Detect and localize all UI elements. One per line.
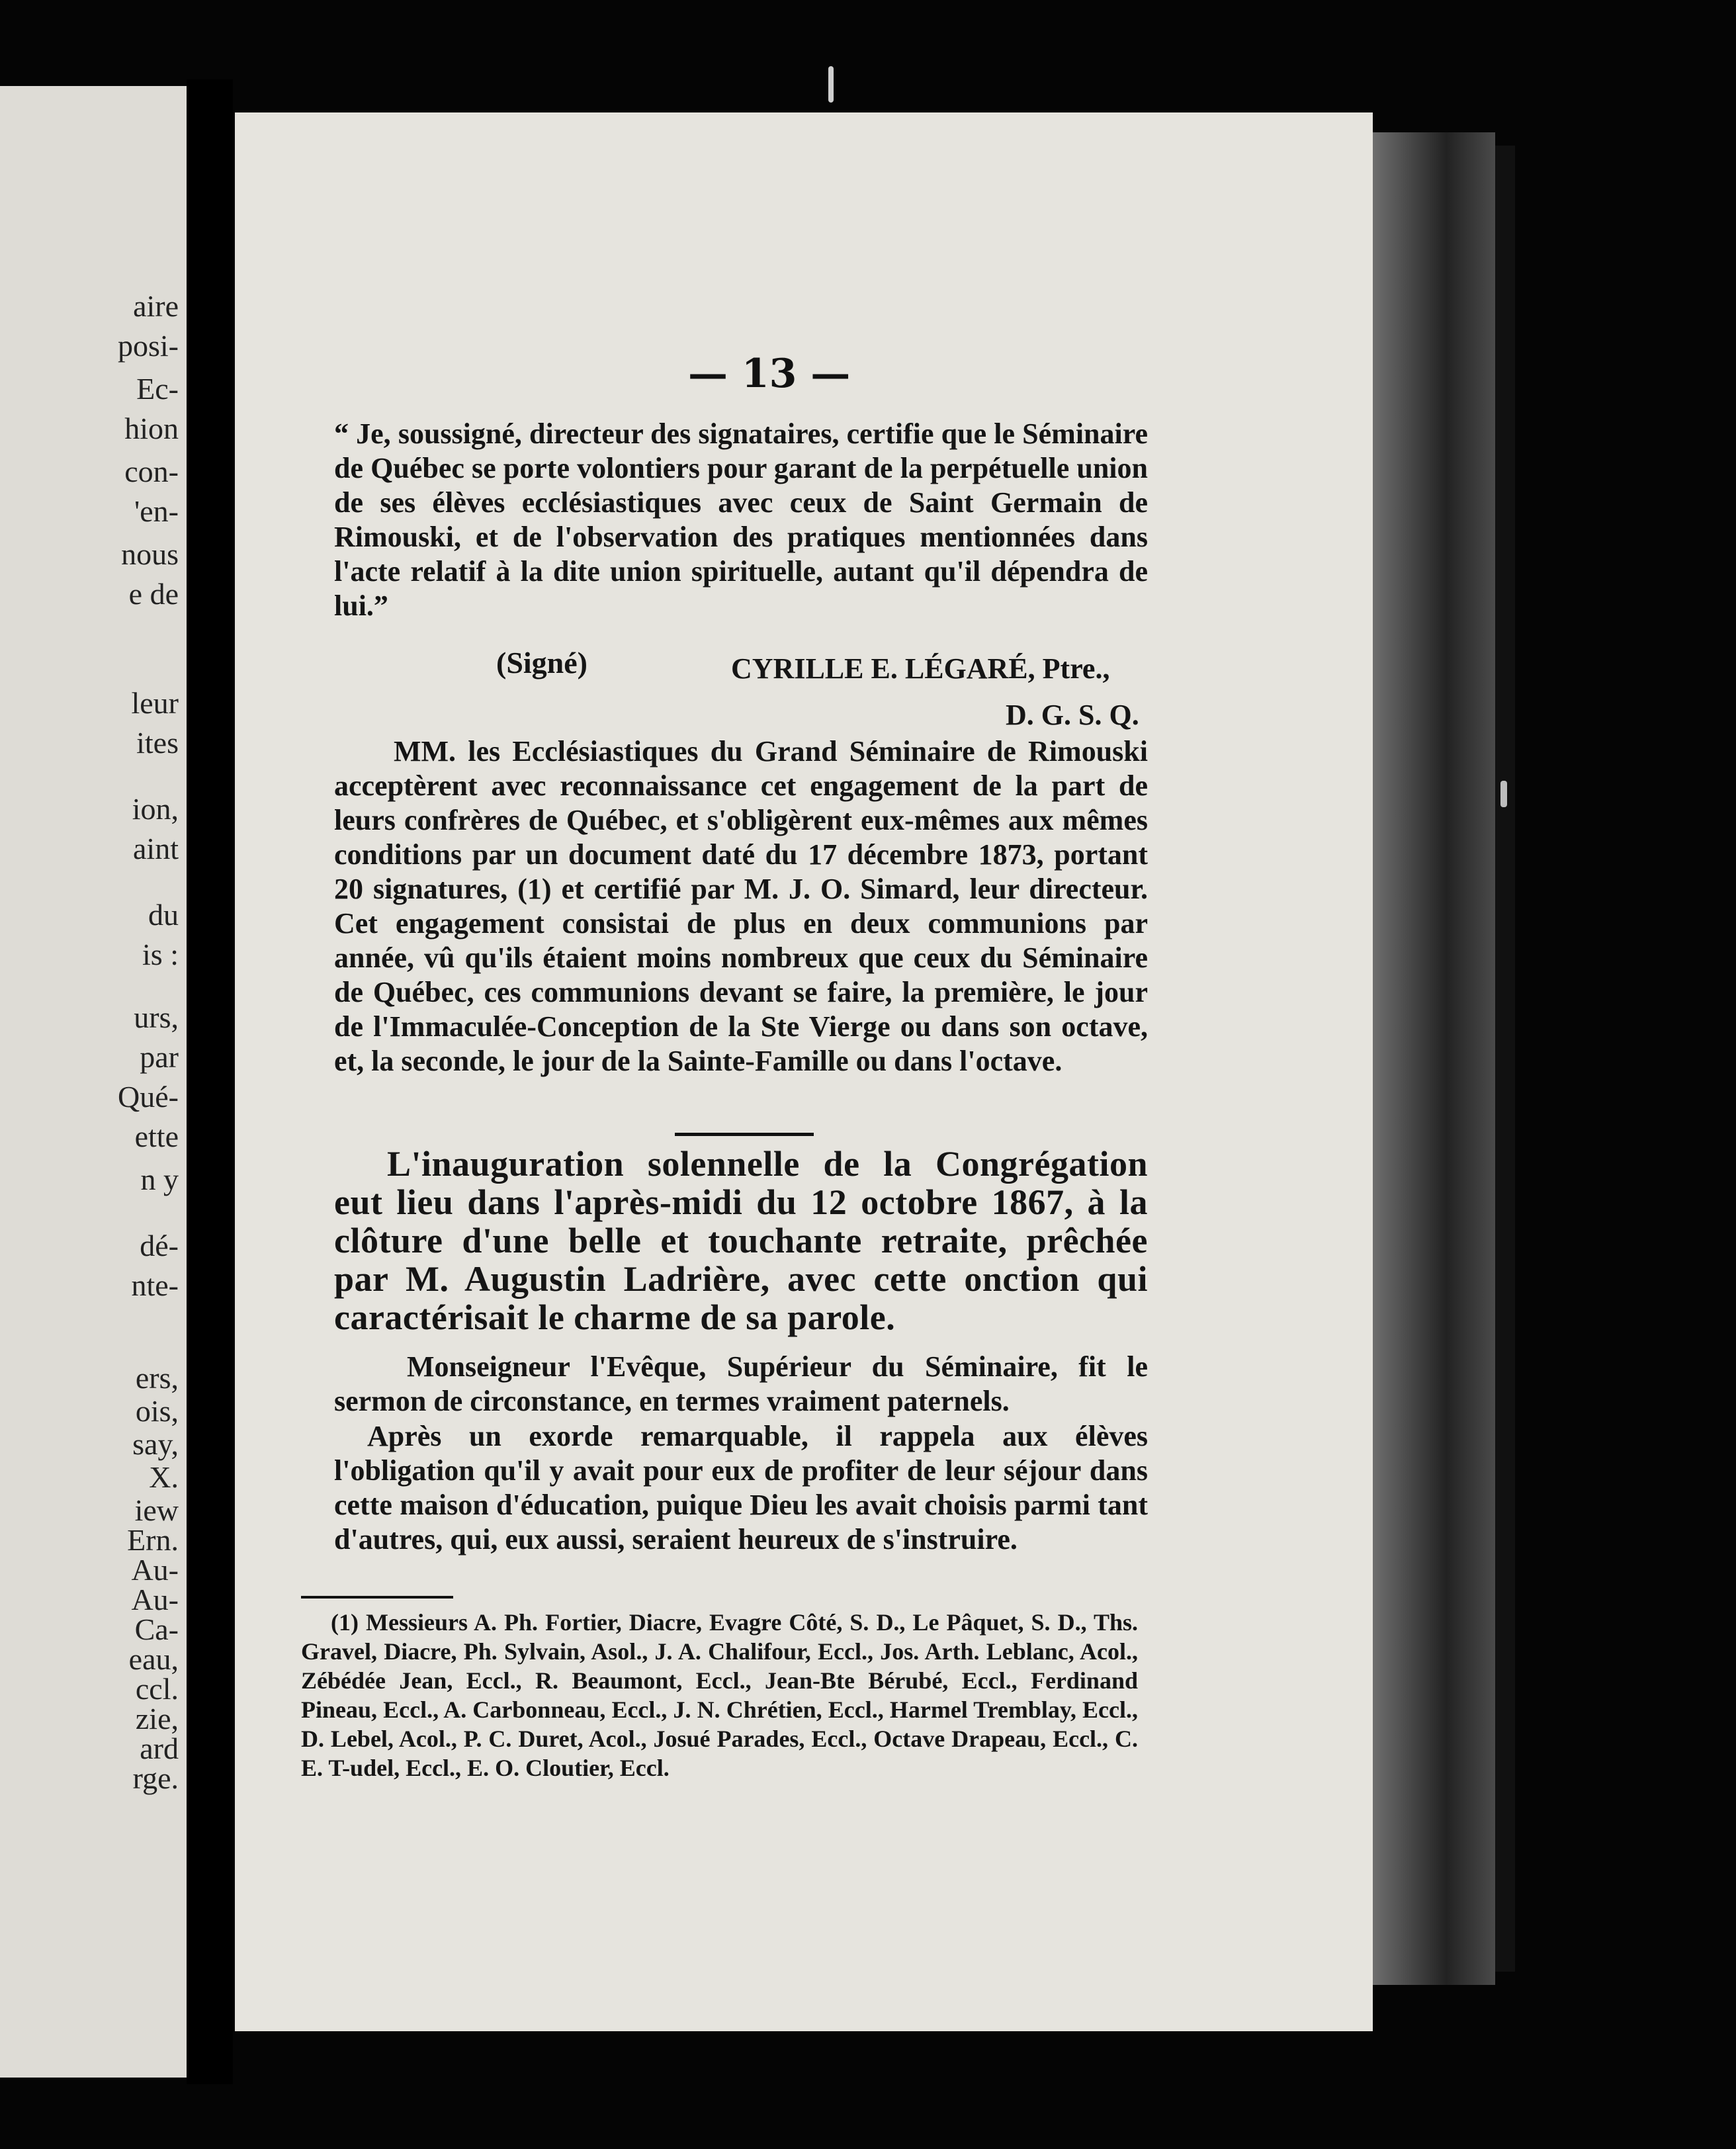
page-stack-edge	[1373, 132, 1495, 1985]
signature-signed-mark: (Signé)	[496, 646, 587, 680]
left-page-fragment: leur	[131, 686, 179, 720]
scan-speck	[828, 66, 834, 103]
left-page-fragment: ette	[134, 1119, 179, 1153]
left-page-fragment: du	[148, 898, 179, 932]
section-divider	[675, 1133, 814, 1136]
paragraph-engagement: MM. les Ecclésiastiques du Grand Séminaire de Rimouski acceptèrent avec reconnaissance cet engagement de la part de leurs confrères de Québec, et s'obligèrent eux-mêmes aux mêmes conditions par un document daté du 17 décembre 1873, portant 20 signatures, (1) et certifié par M. J. O. Simard, leur directeur. Cet engagement consistai de plus en deux communions par année, vû qu'ils étaient moins nombreux que ceux du Séminaire de Québec, ces communions devant se faire, la première, le jour de l'Immaculée-Conception de la Ste Vierge ou dans son octave, et, la seconde, le jour de la Sainte-Famille ou dans l'octave.	[334, 735, 1148, 1077]
left-page-fragment: say,	[132, 1427, 179, 1461]
left-page-fragment: is :	[142, 938, 179, 971]
left-page-fragment: eau,	[128, 1642, 179, 1676]
left-page-fragment: ion,	[132, 792, 179, 826]
left-page-fragment: X.	[149, 1460, 179, 1494]
left-page-fragment: ers,	[135, 1361, 179, 1395]
scan-speck	[1500, 781, 1507, 807]
left-page-fragment: Ern.	[127, 1523, 179, 1557]
signature-name: CYRILLE E. LÉGARÉ, Ptre.,	[731, 652, 1110, 685]
footnote-divider	[301, 1596, 453, 1599]
left-page-fragment: par	[140, 1040, 179, 1074]
left-page-fragment: zie,	[135, 1702, 179, 1735]
book-gutter	[187, 79, 233, 2084]
left-page-fragment: rge.	[132, 1761, 179, 1795]
left-page-fragment: ois,	[135, 1394, 179, 1428]
left-page-fragment: aint	[133, 832, 179, 865]
left-page-fragment: con-	[124, 455, 179, 488]
left-page-fragment: ccl.	[135, 1672, 179, 1706]
paragraph-sermon: Monseigneur l'Evêque, Supérieur du Séminaire, fit le sermon de circonstance, en termes vraiment paternels.	[334, 1350, 1148, 1417]
left-page-fragment: ard	[140, 1732, 179, 1765]
left-page-fragment: Au-	[131, 1583, 179, 1616]
left-page-fragment: dé-	[140, 1229, 179, 1262]
paragraph-exhortation: Après un exorde remarquable, il rappela aux élèves l'obligation qu'il y avait pour eux de profiter de leur séjour dans cette maison d'éducation, puique Dieu les avait choisis parmi tant d'autres, qui, eux aussi, seraient heureux de s'instruire.	[334, 1420, 1148, 1556]
left-page-fragment: Ec-	[136, 372, 179, 406]
left-page-fragment: e de	[128, 577, 179, 611]
page-number: — 13 —	[688, 351, 851, 397]
left-page-fragment: ites	[136, 726, 179, 760]
left-page-fragment: Qué-	[118, 1080, 179, 1114]
left-page-fragment: 'en-	[134, 494, 179, 528]
left-page-edge	[0, 86, 187, 2078]
footnote: (1) Messieurs A. Ph. Fortier, Diacre, Evagre Côté, S. D., Le Pâquet, S. D., Ths. Gravel, Diacre, Ph. Sylvain, Asol., J. A. Chalifour, Eccl., Jos. Arth. Leblanc, Acol., Zébédée Jean, Eccl., R. Beaumont, Eccl., Jean-Bte Bérubé, Eccl., Ferdinand Pineau, Eccl., A. Carbonneau, Eccl., J. N. Chrétien, Eccl., Harmel Tremblay, Eccl., D. Lebel, Acol., P. C. Duret, Acol., Josué Parades, Eccl., Octave Drapeau, Eccl., C. E. T-udel, Eccl., E. O. Cloutier, Eccl.	[301, 1609, 1138, 1781]
left-page-fragment: urs,	[134, 1000, 179, 1034]
cover-edge	[1495, 146, 1515, 1972]
left-page-fragment: iew	[134, 1493, 179, 1527]
left-page-fragment: aire	[133, 289, 179, 323]
left-page-fragment: hion	[124, 412, 179, 445]
left-page-fragment: nte-	[131, 1268, 179, 1302]
paragraph-inauguration: L'inauguration solennelle de la Congrégation eut lieu dans l'après-midi du 12 octobre 1867, à la clôture d'une belle et touchante retraite, prêchée par M. Augustin Ladrière, avec cette onction qui caractérisait le charme de sa parole.	[334, 1144, 1148, 1337]
left-page-fragment: Au-	[131, 1553, 179, 1587]
quoted-certificate: “ Je, soussigné, directeur des signataires, certifie que le Séminaire de Québec se porte volontiers pour garant de la perpétuelle union de ses élèves ecclésiastiques avec ceux de Saint Germain de Rimouski, et de l'observation des pratiques mentionnées dans l'acte relatif à la dite union spirituelle, autant qu'il dépendra de lui.”	[334, 417, 1148, 622]
left-page-fragment: nous	[121, 537, 179, 571]
left-page-fragment: posi-	[118, 329, 179, 363]
signature-title: D. G. S. Q.	[1006, 699, 1139, 731]
left-page-fragment: Ca-	[134, 1612, 179, 1646]
left-page-fragment: n y	[140, 1162, 179, 1196]
